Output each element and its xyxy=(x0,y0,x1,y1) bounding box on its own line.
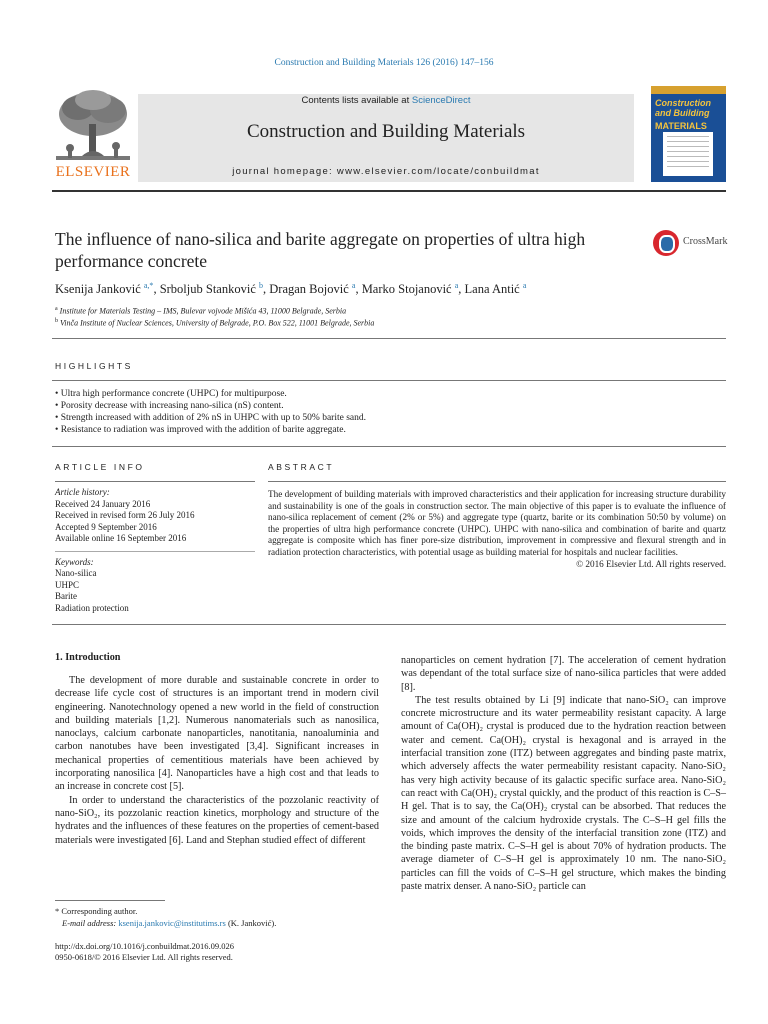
email-label: E-mail address: xyxy=(62,918,119,928)
elsevier-wordmark: ELSEVIER xyxy=(55,164,131,180)
history-label: Article history: xyxy=(55,487,110,497)
history-online: Available online 16 September 2016 xyxy=(55,533,187,543)
keyword: UHPC xyxy=(55,579,80,590)
affiliation-rule xyxy=(52,338,726,339)
article-title: The influence of nano-silica and barite aggregate on properties of ultra high performance concrete xyxy=(55,229,586,271)
keywords-divider xyxy=(55,551,255,553)
footnote-rule xyxy=(55,900,165,901)
author-name[interactable]: Marko Stojanović xyxy=(361,282,452,297)
affiliation-a xyxy=(55,306,735,316)
abstract-heading: ABSTRACT xyxy=(268,462,335,472)
crossmark-icon xyxy=(653,230,679,256)
affiliation-b xyxy=(55,318,735,328)
email-link[interactable]: ksenija.jankovic@institutims.rs xyxy=(118,918,226,928)
author-name[interactable]: Ksenija Janković xyxy=(55,282,141,297)
highlights-bottom-rule xyxy=(52,446,726,447)
email-suffix: (K. Janković). xyxy=(225,918,277,928)
author-affil-sup[interactable]: a,* xyxy=(143,281,154,290)
body-paragraph: In order to understand the characteristics of the pozzolanic reactivity of nano-SiO₂, its pozzolanic reaction kinetics, morphology and structure of the hydrates and the influences of these features on the properties of cement-based materials were investigated [6]. Land and Stephan studied effect of different xyxy=(55,794,379,846)
footnote-corresponding: * Corresponding author. xyxy=(55,906,138,916)
highlight-item: • Porosity decrease with increasing nano-silica (nS) content. xyxy=(55,400,735,412)
keywords-label: Keywords: xyxy=(55,556,94,567)
abstract-bottom-rule xyxy=(52,624,726,625)
sciencedirect-link[interactable]: ScienceDirect xyxy=(411,95,471,106)
cover-content-box xyxy=(663,132,713,176)
issn-line: 0950-0618/© 2016 Elsevier Ltd. All rights reserved. xyxy=(55,952,233,962)
cover-materials: MATERIALS xyxy=(655,121,707,131)
journal-title: Construction and Building Materials xyxy=(246,121,526,142)
contents-available-line xyxy=(138,95,634,106)
highlights-rule xyxy=(52,380,726,381)
affiliation-text: Vinča Institute of Nuclear Sciences, University of Belgrade, P.O. Box 522, 11001 Belgrade, Serbia xyxy=(60,318,375,328)
article-info-rule xyxy=(55,481,255,482)
journal-cover-thumbnail[interactable] xyxy=(651,86,726,182)
abstract-text: The development of building materials with improved characteristics and their application for increasing structure durability and sustainability is one of the goals in construction sector. The main objective of this paper is to evaluate the influence of nano-silica replacement of cement (2% or 5%) and aggregate type (quartz, barite or its combination 50:50 by volume) on the properties of ultra high performance concrete (UHPC). UHPC with nano-silica and combination of barite and quartz aggregate is composite which has finer pore-size distribution, improvement in compressive and flexural strength and in radiation protection characteristics, with potential usage as building material for hospitals and nuclear facilities. xyxy=(268,489,726,557)
right-column-text xyxy=(401,654,726,893)
journal-citation[interactable]: Construction and Building Materials 126 (2016) 147–156 xyxy=(274,58,494,68)
crossmark-label: CrossMark xyxy=(683,236,728,247)
contents-prefix: Contents lists available at xyxy=(301,95,412,106)
left-column-text xyxy=(55,674,379,847)
keyword: Barite xyxy=(55,591,77,601)
history-received: Received 24 January 2016 xyxy=(55,498,151,509)
footnote-email xyxy=(62,918,392,929)
author-affil-sup[interactable]: a xyxy=(351,281,356,290)
author-affil-sup[interactable]: b xyxy=(259,281,263,290)
body-paragraph: The development of more durable and sustainable concrete in order to decrease life cycle cost of structures is an important trend in modern civil engineering. Nanotechnology opened a new world in the field of construction and building materials [1,2]. Numerous nanomaterials such as nanosilica, nanoclays, calcium carbonate nanoparticles, nanotitania, nanoaluminia and carbon nanotubes have been investigated [3,4]. Significant increases in mechanical properties of cementitious materials have been achieved by incorporating nanosilica [4]. Nanoparticles have a high cost and that leads to an increase in concrete cost [5]. xyxy=(55,675,379,793)
author-name[interactable]: Dragan Bojović xyxy=(269,282,349,297)
highlight-item: • Ultra high performance concrete (UHPC) for multipurpose. xyxy=(55,388,735,400)
highlight-item: • Resistance to radiation was improved with the addition of barite aggregate. xyxy=(55,424,735,436)
cover-title: Construction and Building xyxy=(655,98,711,118)
tree-logo-icon xyxy=(52,86,134,164)
affiliation-text: Institute for Materials Testing – IMS, Bulevar vojvode Mišića 43, 11000 Belgrade, Serbia xyxy=(59,306,347,316)
article-info-block xyxy=(55,487,255,614)
article-info-heading: ARTICLE INFO xyxy=(55,462,145,472)
cover-top-stripe xyxy=(651,86,726,94)
abstract-body xyxy=(268,489,726,570)
history-accepted: Accepted 9 September 2016 xyxy=(55,521,157,532)
highlight-item: • Strength increased with addition of 2% nS in UHPC with up to 50% barite sand. xyxy=(55,412,735,424)
highlights-list xyxy=(55,388,735,436)
crossmark-badge[interactable] xyxy=(653,230,733,260)
keyword: Nano-silica xyxy=(55,568,97,578)
history-revised: Received in revised form 26 July 2016 xyxy=(55,510,195,520)
author-name[interactable]: Lana Antić xyxy=(464,282,520,297)
author-affil-sup[interactable]: a xyxy=(522,281,527,290)
abstract-rule xyxy=(268,481,726,482)
affiliation-sup: a xyxy=(55,306,58,312)
body-paragraph: The test results obtained by Li [9] indicate that nano-SiO₂ can improve concrete microstructure and its water permeability resistant capacity. A large amount of Ca(OH)₂ crystal is produced due to the hydration reaction between water and cement. Ca(OH)₂ crystal is hexagonal and is arrayed in the interfacial transition zone (ITZ) between aggregates and binding paste matrix, which adversely affects the water permeability resistant capacity. Nano-SiO₂ has very high activity because of its galactic specific surface area. Nano-SiO₂ can react with Ca(OH)₂ crystal quickly, and the product of this reaction is C–S–H gel. That is to say, the Ca(OH)₂ crystal can be absorbed. That reduces the size and amount of the calcium hydroxide crystals. The C–S–H gel fills the voids, which improves the density of the interfacial transition zone (ITZ) and the binding paste matrix. C–S–H gel is about 70% of hydration products. The average diameter of C–S–H gel is approximately 10 nm. The nano-SiO₂ particles can fill the voids of C–S–H gel structure, which makes the binding paste matrix denser. A nano-SiO₂ particle can xyxy=(401,694,726,893)
affiliation-sup: b xyxy=(55,318,58,324)
author-name[interactable]: Srboljub Stanković xyxy=(159,282,256,297)
doi-link[interactable]: http://dx.doi.org/10.1016/j.conbuildmat.2016.09.026 xyxy=(55,941,235,951)
body-paragraph: nanoparticles on cement hydration [7]. The acceleration of cement hydration was dependant of the total surface size of nano-silica particles that were added [8]. xyxy=(401,655,726,693)
highlights-heading: HIGHLIGHTS xyxy=(55,361,133,371)
header-rule xyxy=(52,190,726,192)
author-affil-sup[interactable]: a xyxy=(454,281,459,290)
journal-homepage[interactable]: journal homepage: www.elsevier.com/locate/conbuildmat xyxy=(232,166,540,177)
abstract-copyright: © 2016 Elsevier Ltd. All rights reserved. xyxy=(576,558,726,569)
author-list: Ksenija Janković $^{a,*}$, Srboljub Stanković $^b$, Dragan Bojović $^a$, Marko Stojanović $^a$, Lana Antić $^a$ xyxy=(55,281,527,297)
keyword: Radiation protection xyxy=(55,602,129,613)
section-heading-introduction: 1. Introduction xyxy=(55,652,121,663)
